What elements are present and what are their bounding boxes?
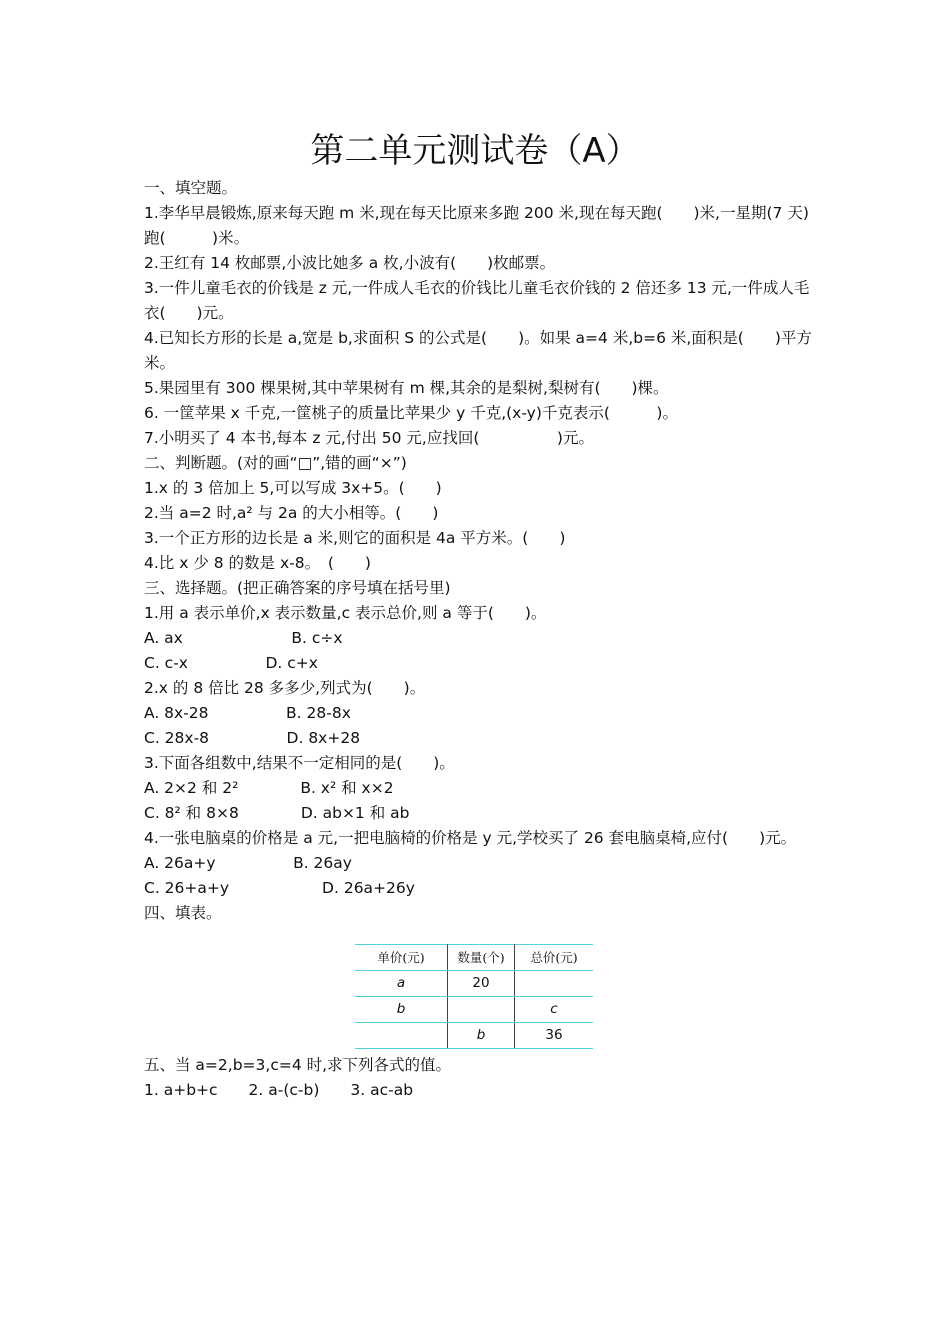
choice-options: A. 2×2 和 2² B. x² 和 x×2 (144, 779, 394, 797)
question-item: 1.李华早晨锻炼,原来每天跑 m 米,现在每天比原来多跑 200 米,现在每天跑( )米,一星期(7 天)跑( )米。 (144, 204, 809, 247)
table-cell: c (515, 997, 594, 1023)
question-item: 1.用 a 表示单价,x 表示数量,c 表示总价,则 a 等于( )。 (144, 604, 547, 622)
section-evaluate (144, 1053, 816, 1103)
question-item: 2.当 a=2 时,a² 与 2a 的大小相等。( ) (144, 504, 439, 522)
table-header-cell: 数量(个) (448, 945, 515, 971)
table-cell (515, 971, 594, 997)
table-cell: 36 (515, 1023, 594, 1049)
choice-options: C. c-x D. c+x (144, 654, 318, 672)
section-heading: 四、填表。 (144, 904, 222, 922)
table-cell: b (355, 997, 448, 1023)
choice-options: A. 8x-28 B. 28-8x (144, 704, 351, 722)
table-cell: 20 (448, 971, 515, 997)
table-cell: b (448, 1023, 515, 1049)
choice-options: C. 8² 和 8×8 D. ab×1 和 ab (144, 804, 410, 822)
question-item: 3.一件儿童毛衣的价钱是 z 元,一件成人毛衣的价钱比儿童毛衣价钱的 2 倍还多 13 元,一件成人毛衣( )元。 (144, 279, 810, 322)
question-item: 1.x 的 3 倍加上 5,可以写成 3x+5。( ) (144, 479, 442, 497)
choice-options: C. 28x-8 D. 8x+28 (144, 729, 361, 747)
question-item: 3.一个正方形的边长是 a 米,则它的面积是 4a 平方米。( ) (144, 529, 566, 547)
worksheet-content (144, 176, 816, 1103)
choice-options: A. ax B. c÷x (144, 629, 343, 647)
question-item: 7.小明买了 4 本书,每本 z 元,付出 50 元,应找回( )元。 (144, 429, 594, 447)
section-heading: 一、填空题。 (144, 179, 238, 197)
section-heading: 三、选择题。(把正确答案的序号填在括号里) (144, 579, 451, 597)
question-item: 4.比 x 少 8 的数是 x-8。 ( ) (144, 554, 371, 572)
table-row (355, 997, 593, 1023)
question-item: 4.已知长方形的长是 a,宽是 b,求面积 S 的公式是( )。如果 a=4 米,b=6 米,面积是( )平方米。 (144, 329, 812, 372)
question-item: 1. a+b+c 2. a-(c-b) 3. ac-ab (144, 1081, 414, 1099)
section-multiple-choice (144, 576, 816, 901)
choice-options: C. 26+a+y D. 26a+26y (144, 879, 415, 897)
table-header-cell: 总价(元) (515, 945, 594, 971)
table-row (355, 1023, 593, 1049)
table-cell (355, 1023, 448, 1049)
table-cell: a (355, 971, 448, 997)
section-fill-table (144, 901, 816, 1049)
section-heading: 二、判断题。(对的画“□”,错的画“×”) (144, 454, 407, 472)
section-true-false (144, 451, 816, 576)
table-cell (448, 997, 515, 1023)
table-header-cell: 单价(元) (355, 945, 448, 971)
section-fill-in (144, 176, 816, 451)
question-item: 5.果园里有 300 棵果树,其中苹果树有 m 棵,其余的是梨树,梨树有( )棵。 (144, 379, 669, 397)
question-item: 3.下面各组数中,结果不一定相同的是( )。 (144, 754, 455, 772)
question-item: 2.x 的 8 倍比 28 多多少,列式为( )。 (144, 679, 426, 697)
price-table (355, 944, 593, 1049)
question-item: 2.王红有 14 枚邮票,小波比她多 a 枚,小波有( )枚邮票。 (144, 254, 556, 272)
question-item: 4.一张电脑桌的价格是 a 元,一把电脑椅的价格是 y 元,学校买了 26 套电脑桌椅,应付( )元。 (144, 829, 797, 847)
table-row (355, 971, 593, 997)
question-item: 6. 一筐苹果 x 千克,一筐桃子的质量比苹果少 y 千克,(x-y)千克表示( )。 (144, 404, 678, 422)
choice-options: A. 26a+y B. 26ay (144, 854, 352, 872)
section-heading: 五、当 a=2,b=3,c=4 时,求下列各式的值。 (144, 1056, 452, 1074)
table-header-row (355, 945, 593, 971)
page-title: 第二单元测试卷（A） (310, 131, 640, 171)
